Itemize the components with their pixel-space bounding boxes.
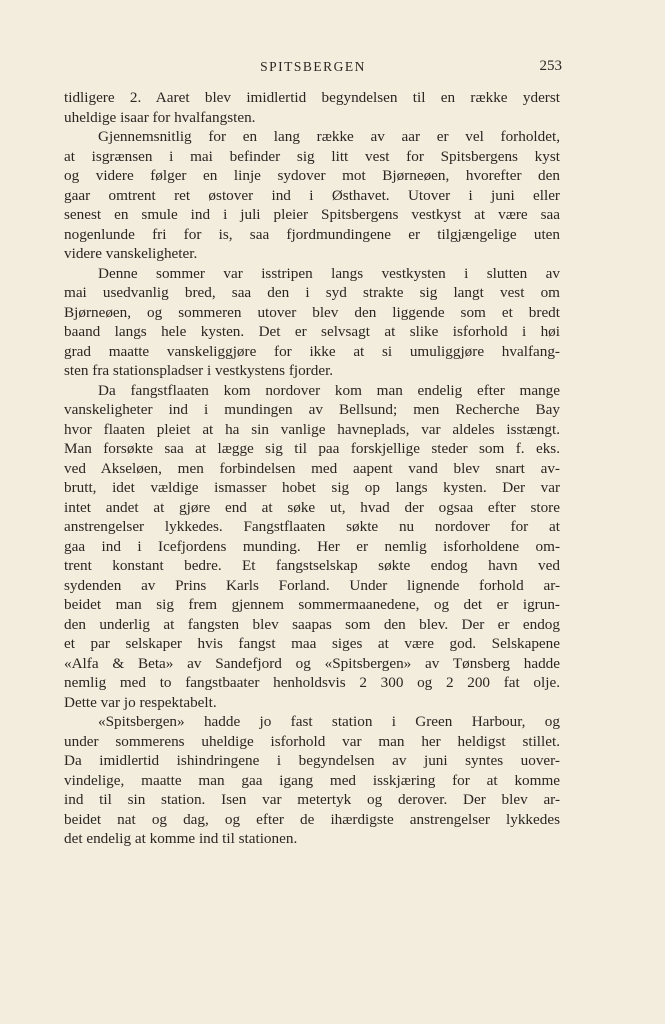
text-line: vindelige, maatte man gaa igang med isskjæring for at komme: [64, 771, 560, 789]
text-line: ved Akseløen, men forbindelsen med aapent vand blev snart av-: [64, 459, 560, 477]
text-line: trent konstant bedre. Et fangstselskap søkte endog havn ved: [64, 557, 560, 574]
text-line: tidligere 2. Aaret blev imidlertid begyndelsen til en række yderst: [64, 89, 560, 106]
text-line: senest en smule ind i juli pleier Spitsbergens vestkyst at være saa: [64, 206, 560, 223]
text-line: gaar omtrent ret østover ind i Østhavet. Utover i juni eller: [64, 186, 560, 204]
text-line: intet andet at gjøre end at søke ut, hvad der ogsaa efter store: [64, 498, 560, 516]
text-line: Denne sommer var isstripen langs vestkysten i slutten av: [98, 264, 560, 282]
page-number: 253: [539, 58, 562, 74]
text-line: nogenlunde fri for is, saa fjordmundingene er tilgjængelige uten: [64, 225, 560, 243]
text-line: ind til sin station. Isen var metertyk og derover. Der blev ar-: [64, 791, 560, 808]
page-header: [64, 58, 562, 78]
text-line: Bjørneøen, og sommeren utover blev den liggende som et bredt: [64, 303, 560, 321]
body-text: [64, 88, 560, 849]
text-line: brutt, idet vældige ismasser hobet sig op langs kysten. Der var: [64, 479, 560, 496]
text-line: beidet man sig frem gjennem sommermaanedene, og det er igrun-: [64, 596, 560, 613]
text-line: anstrengelser lykkedes. Fangstflaaten søkte nu nordover for at: [64, 518, 560, 535]
text-line: gaa ind i Icefjordens munding. Her er nemlig isforholdene om-: [64, 537, 560, 555]
text-line: den underlig at fangsten blev saapas som den blev. Der er endog: [64, 615, 560, 633]
text-line: mai usedvanlig bred, saa den i syd strakte sig langt vest om: [64, 284, 560, 301]
text-line: Da fangstflaaten kom nordover kom man endelig efter mange: [98, 381, 560, 399]
text-line: Da imidlertid ishindringene i begyndelsen av juni syntes uover-: [64, 752, 560, 769]
text-line: hvor flaaten pleiet at ha sin vanlige havneplads, var aldeles isstængt.: [64, 420, 560, 438]
text-line: et par selskaper hvis fangst maa siges at være god. Selskapene: [64, 635, 560, 652]
text-line: «Alfa & Beta» av Sandefjord og «Spitsbergen» av Tønsberg hadde: [64, 654, 560, 672]
text-line: og videre følger en linje sydover mot Bjørneøen, hvorefter den: [64, 167, 560, 184]
text-line: sydenden av Prins Karls Forland. Under lignende forhold ar-: [64, 576, 560, 594]
text-line: Gjennemsnitlig for en lang række av aar er vel forholdet,: [98, 128, 560, 145]
text-line: uheldige isaar for hvalfangsten.: [64, 108, 256, 126]
text-line: nemlig med to fangstbaater henholdsvis 2 300 og 2 200 fat olje.: [64, 674, 560, 691]
text-line: at isgrænsen i mai befinder sig litt vest for Spitsbergens kyst: [64, 147, 560, 165]
text-line: under sommerens uheldige isforhold var man her heldigst stillet.: [64, 732, 560, 750]
text-line: Dette var jo respektabelt.: [64, 693, 217, 711]
text-line: «Spitsbergen» hadde jo fast station i Green Harbour, og: [98, 713, 560, 730]
text-line: vanskeligheter ind i mundingen av Bellsund; men Recherche Bay: [64, 401, 560, 418]
running-title: SPITSBERGEN: [260, 59, 366, 74]
text-line: Man forsøkte saa at lægge sig til paa forskjellige steder som f. eks.: [64, 440, 560, 457]
text-line: grad maatte vanskeliggjøre for ikke at si umuliggjøre hvalfang-: [64, 342, 560, 360]
text-line: baand langs hele kysten. Det er selvsagt at slike isforhold i høi: [64, 323, 560, 340]
text-line: sten fra stationspladser i vestkystens fjorder.: [64, 362, 334, 379]
text-line: det endelig at komme ind til stationen.: [64, 830, 298, 847]
text-line: videre vanskeligheter.: [64, 245, 198, 262]
text-line: beidet nat og dag, og efter de ihærdigste anstrengelser lykkedes: [64, 810, 560, 828]
